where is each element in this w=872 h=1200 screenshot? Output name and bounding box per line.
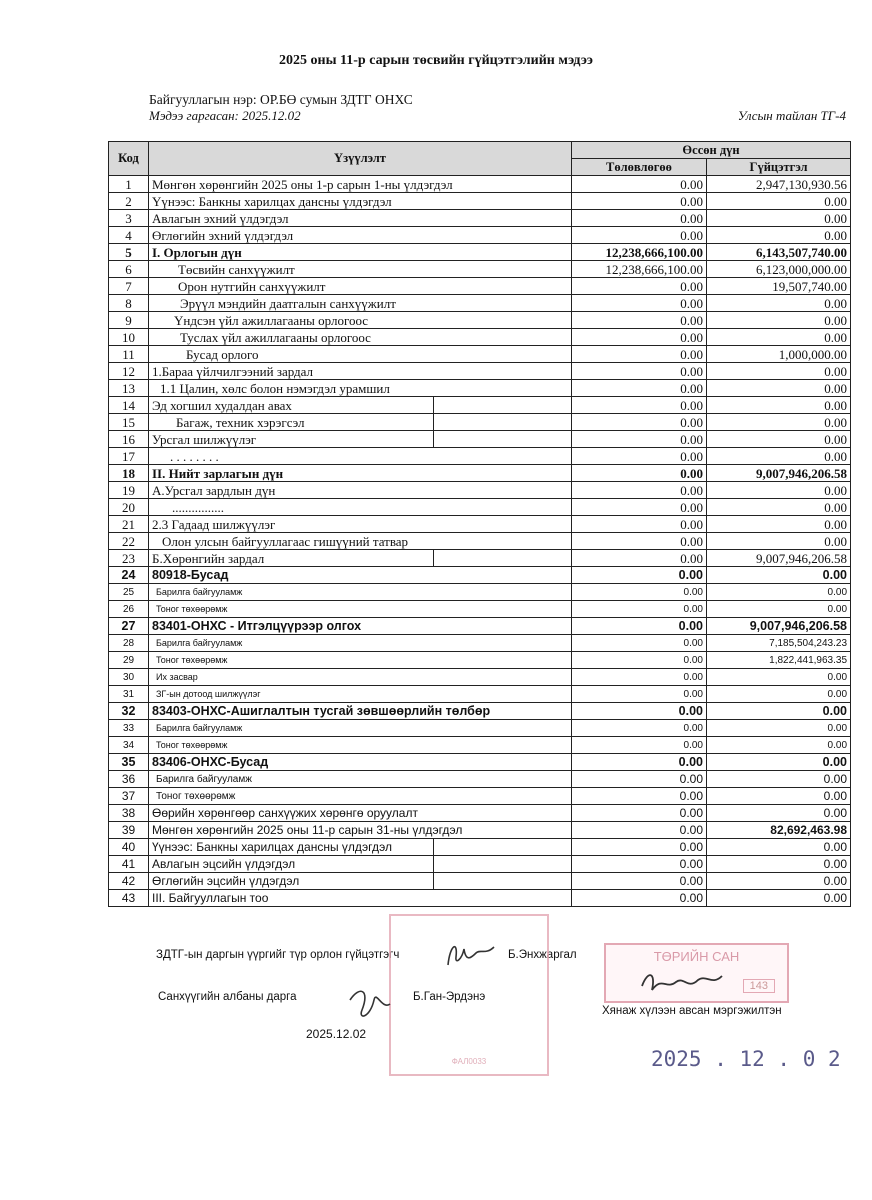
row-indicator-text: 80918-Бусад	[152, 567, 229, 582]
table-row	[109, 244, 851, 261]
row-plan: 0.00	[572, 822, 707, 839]
cell-divider	[433, 431, 434, 447]
row-indicator-text: Барилга байгууламж	[156, 722, 243, 733]
table-row	[109, 686, 851, 703]
row-actual: 0.00	[707, 720, 851, 737]
row-indicator	[149, 822, 572, 839]
row-plan: 0.00	[572, 363, 707, 380]
row-indicator	[149, 584, 572, 601]
row-plan: 0.00	[572, 431, 707, 448]
row-plan: 0.00	[572, 754, 707, 771]
row-indicator-text: Бусад орлого	[186, 346, 259, 362]
table-row	[109, 618, 851, 635]
row-indicator	[149, 329, 572, 346]
row-code: 20	[109, 499, 149, 516]
row-indicator	[149, 193, 572, 210]
sign-date: 2025.12.02	[306, 1027, 367, 1041]
signature-scribble-1	[440, 935, 500, 975]
row-indicator	[149, 839, 572, 856]
row-indicator	[149, 448, 572, 465]
row-actual: 1,822,441,963.35	[707, 652, 851, 669]
row-indicator	[149, 431, 572, 448]
table-row	[109, 516, 851, 533]
row-code: 37	[109, 788, 149, 805]
table-row	[109, 193, 851, 210]
row-actual: 0.00	[707, 193, 851, 210]
row-actual: 0.00	[707, 397, 851, 414]
row-indicator	[149, 346, 572, 363]
row-indicator	[149, 312, 572, 329]
signature-scribble-3	[636, 966, 726, 1000]
row-plan: 0.00	[572, 601, 707, 618]
row-actual: 0.00	[707, 516, 851, 533]
row-code: 23	[109, 550, 149, 567]
table-row	[109, 703, 851, 720]
row-code: 25	[109, 584, 149, 601]
row-actual: 9,007,946,206.58	[707, 618, 851, 635]
row-indicator	[149, 550, 572, 567]
row-indicator-text: Үүнээс: Банкны харилцах дансны үлдэгдэл	[152, 193, 392, 209]
row-code: 26	[109, 601, 149, 618]
row-actual: 9,007,946,206.58	[707, 550, 851, 567]
row-code: 33	[109, 720, 149, 737]
row-indicator-text: Өглөгийн эцсийн үлдэгдэл	[152, 873, 300, 888]
row-indicator-text: Эд хогшил худалдан авах	[152, 397, 292, 413]
row-indicator-text: 83403-ОНХС-Ашиглалтын тусгай зөвшөөрлийн төлбөр	[152, 703, 491, 718]
table-row	[109, 448, 851, 465]
row-indicator	[149, 499, 572, 516]
table-row	[109, 856, 851, 873]
row-indicator	[149, 754, 572, 771]
row-plan: 0.00	[572, 380, 707, 397]
row-indicator-text: Орон нутгийн санхүүжилт	[178, 278, 326, 294]
budget-table	[108, 141, 851, 907]
cell-divider	[433, 839, 434, 855]
row-indicator-text: Их засвар	[156, 671, 198, 682]
row-plan: 0.00	[572, 686, 707, 703]
organization-name: Байгууллагын нэр: ОР.БӨ сумын ЗДТГ ОНХС	[149, 92, 413, 107]
signer-role-2: Санхүүгийн албаны дарга	[158, 991, 297, 1003]
row-code: 5	[109, 244, 149, 261]
row-indicator	[149, 227, 572, 244]
row-plan: 0.00	[572, 448, 707, 465]
row-plan: 0.00	[572, 839, 707, 856]
row-plan: 0.00	[572, 516, 707, 533]
row-indicator	[149, 703, 572, 720]
row-indicator-text: Тоног төхөөрөмж	[156, 739, 228, 750]
report-title: 2025 оны 11-р сарын төсвийн гүйцэтгэлийн мэдээ	[279, 53, 593, 68]
row-actual: 6,143,507,740.00	[707, 244, 851, 261]
row-actual: 0.00	[707, 601, 851, 618]
row-indicator-text: Төсвийн санхүүжилт	[178, 261, 295, 277]
row-actual: 0.00	[707, 295, 851, 312]
row-code: 13	[109, 380, 149, 397]
row-actual: 0.00	[707, 890, 851, 907]
row-code: 16	[109, 431, 149, 448]
row-code: 1	[109, 176, 149, 193]
row-indicator	[149, 278, 572, 295]
row-code: 24	[109, 567, 149, 584]
row-indicator	[149, 516, 572, 533]
cell-divider	[433, 414, 434, 430]
header-code: Код	[109, 142, 149, 176]
row-actual: 0.00	[707, 533, 851, 550]
reviewer-label: Хянаж хүлээн авсан мэргэжилтэн	[602, 1005, 782, 1017]
row-code: 30	[109, 669, 149, 686]
row-indicator	[149, 363, 572, 380]
row-indicator-text: ................	[172, 499, 224, 515]
treasury-stamp-number: 143	[743, 979, 775, 993]
table-row	[109, 346, 851, 363]
table-row	[109, 822, 851, 839]
table-row	[109, 805, 851, 822]
report-form-name: Улсын тайлан ТГ-4	[737, 108, 846, 123]
row-code: 28	[109, 635, 149, 652]
row-indicator-text: Тоног төхөөрөмж	[156, 790, 236, 802]
header-cumulative: Өссөн дүн	[572, 142, 851, 159]
table-row	[109, 295, 851, 312]
row-code: 9	[109, 312, 149, 329]
signer-name-1: Б.Энхжаргал	[508, 949, 577, 961]
row-indicator-text: Өглөгийн эхний үлдэгдэл	[152, 227, 294, 243]
row-code: 31	[109, 686, 149, 703]
row-actual: 0.00	[707, 737, 851, 754]
issued-date: Мэдээ гаргасан: 2025.12.02	[149, 108, 301, 123]
row-plan: 0.00	[572, 618, 707, 635]
row-actual: 0.00	[707, 669, 851, 686]
row-indicator-text: 2.3 Гадаад шилжүүлэг	[152, 516, 276, 532]
table-row	[109, 465, 851, 482]
row-indicator	[149, 482, 572, 499]
row-indicator-text: Мөнгөн хөрөнгийн 2025 оны 11-р сарын 31-ны үлдэгдэл	[152, 822, 463, 837]
row-indicator-text: Б.Хөрөнгийн зардал	[152, 550, 265, 566]
row-indicator	[149, 652, 572, 669]
row-code: 36	[109, 771, 149, 788]
row-indicator	[149, 567, 572, 584]
row-code: 40	[109, 839, 149, 856]
row-plan: 0.00	[572, 652, 707, 669]
row-indicator	[149, 465, 572, 482]
table-row	[109, 720, 851, 737]
row-indicator-text: 1.Бараа үйлчилгээний зардал	[152, 363, 314, 379]
row-actual: 82,692,463.98	[707, 822, 851, 839]
row-plan: 0.00	[572, 720, 707, 737]
row-actual: 0.00	[707, 567, 851, 584]
row-plan: 0.00	[572, 312, 707, 329]
row-plan: 12,238,666,100.00	[572, 244, 707, 261]
header-indicator: Үзүүлэлт	[149, 142, 572, 176]
row-actual: 0.00	[707, 788, 851, 805]
row-plan: 0.00	[572, 499, 707, 516]
row-indicator-text: Тоног төхөөрөмж	[156, 654, 228, 665]
row-indicator-text: III. Байгууллагын тоо	[152, 890, 269, 905]
table-row	[109, 482, 851, 499]
table-row	[109, 312, 851, 329]
row-plan: 12,238,666,100.00	[572, 261, 707, 278]
row-indicator	[149, 856, 572, 873]
row-actual: 0.00	[707, 448, 851, 465]
table-row	[109, 567, 851, 584]
row-actual: 0.00	[707, 686, 851, 703]
cell-divider	[433, 873, 434, 889]
row-plan: 0.00	[572, 465, 707, 482]
table-row	[109, 329, 851, 346]
row-plan: 0.00	[572, 873, 707, 890]
row-plan: 0.00	[572, 703, 707, 720]
row-indicator-text: Үндсэн үйл ажиллагааны орлогоос	[174, 312, 369, 328]
table-row	[109, 601, 851, 618]
row-indicator-text: . . . . . . . .	[170, 448, 219, 464]
signature-scribble-2	[340, 980, 400, 1030]
row-code: 41	[109, 856, 149, 873]
cell-divider	[433, 397, 434, 413]
row-indicator	[149, 890, 572, 907]
row-indicator-text: Өөрийн хөрөнгөөр санхүүжих хөрөнгө оруулалт	[152, 805, 418, 820]
row-indicator	[149, 380, 572, 397]
row-indicator	[149, 533, 572, 550]
row-indicator	[149, 686, 572, 703]
row-actual: 0.00	[707, 805, 851, 822]
row-actual: 2,947,130,930.56	[707, 176, 851, 193]
row-actual: 0.00	[707, 329, 851, 346]
row-code: 22	[109, 533, 149, 550]
row-indicator-text: Тоног төхөөрөмж	[156, 603, 228, 614]
signer-name-2: Б.Ган-Эрдэнэ	[413, 991, 486, 1003]
row-plan: 0.00	[572, 737, 707, 754]
row-actual: 9,007,946,206.58	[707, 465, 851, 482]
table-row	[109, 839, 851, 856]
table-row	[109, 227, 851, 244]
row-actual: 0.00	[707, 839, 851, 856]
table-row	[109, 873, 851, 890]
row-indicator	[149, 261, 572, 278]
table-row	[109, 431, 851, 448]
table-row	[109, 771, 851, 788]
row-indicator-text: ЗГ-ын дотоод шилжүүлэг	[156, 688, 261, 699]
row-indicator-text: Мөнгөн хөрөнгийн 2025 оны 1-р сарын 1-ны үлдэгдэл	[152, 176, 453, 192]
row-plan: 0.00	[572, 669, 707, 686]
treasury-stamp-date: 2025 . 12 . 0 2	[651, 1047, 841, 1071]
table-row	[109, 278, 851, 295]
row-code: 11	[109, 346, 149, 363]
row-indicator	[149, 805, 572, 822]
row-actual: 0.00	[707, 227, 851, 244]
row-code: 12	[109, 363, 149, 380]
row-plan: 0.00	[572, 584, 707, 601]
row-indicator	[149, 669, 572, 686]
table-row	[109, 737, 851, 754]
row-plan: 0.00	[572, 329, 707, 346]
row-indicator	[149, 295, 572, 312]
row-code: 42	[109, 873, 149, 890]
row-code: 15	[109, 414, 149, 431]
row-code: 17	[109, 448, 149, 465]
row-code: 29	[109, 652, 149, 669]
row-code: 4	[109, 227, 149, 244]
table-row	[109, 788, 851, 805]
row-actual: 0.00	[707, 754, 851, 771]
row-actual: 0.00	[707, 482, 851, 499]
row-plan: 0.00	[572, 788, 707, 805]
row-code: 6	[109, 261, 149, 278]
cell-divider	[433, 856, 434, 872]
row-plan: 0.00	[572, 567, 707, 584]
row-actual: 0.00	[707, 584, 851, 601]
table-row	[109, 754, 851, 771]
row-indicator-text: Барилга байгууламж	[156, 586, 243, 597]
table-row	[109, 176, 851, 193]
header-plan: Төлөвлөгөө	[572, 159, 707, 176]
row-indicator-text: Туслах үйл ажиллагааны орлогоос	[180, 329, 371, 345]
row-indicator	[149, 176, 572, 193]
row-code: 21	[109, 516, 149, 533]
row-indicator	[149, 737, 572, 754]
row-indicator-text: Авлагын эцсийн үлдэгдэл	[152, 856, 296, 871]
row-indicator-text: Олон улсын байгууллагаас гишүүний татвар	[162, 533, 409, 549]
row-code: 34	[109, 737, 149, 754]
row-indicator-text: 1.1 Цалин, хөлс болон нэмэгдэл урамшил	[160, 380, 390, 396]
row-code: 39	[109, 822, 149, 839]
row-plan: 0.00	[572, 550, 707, 567]
row-indicator-text: Урсгал шилжүүлэг	[152, 431, 257, 447]
row-plan: 0.00	[572, 278, 707, 295]
row-actual: 1,000,000.00	[707, 346, 851, 363]
row-code: 27	[109, 618, 149, 635]
row-plan: 0.00	[572, 295, 707, 312]
row-actual: 0.00	[707, 856, 851, 873]
table-row	[109, 635, 851, 652]
row-code: 2	[109, 193, 149, 210]
row-indicator-text: А.Урсгал зардлын дүн	[152, 482, 276, 498]
treasury-stamp-title: ТӨРИЙН САН	[653, 949, 740, 964]
row-indicator	[149, 397, 572, 414]
row-actual: 0.00	[707, 363, 851, 380]
row-plan: 0.00	[572, 193, 707, 210]
row-code: 43	[109, 890, 149, 907]
row-code: 7	[109, 278, 149, 295]
row-indicator	[149, 788, 572, 805]
row-indicator	[149, 635, 572, 652]
row-actual: 0.00	[707, 312, 851, 329]
row-indicator-text: I. Орлогын дүн	[152, 244, 242, 260]
row-plan: 0.00	[572, 414, 707, 431]
row-actual: 7,185,504,243.23	[707, 635, 851, 652]
cell-divider	[433, 550, 434, 566]
table-row	[109, 397, 851, 414]
row-plan: 0.00	[572, 805, 707, 822]
table-row	[109, 669, 851, 686]
row-code: 14	[109, 397, 149, 414]
row-indicator-text: Авлагын эхний үлдэгдэл	[152, 210, 289, 226]
row-indicator-text: 83406-ОНХС-Бусад	[152, 754, 269, 769]
row-indicator-text: 83401-ОНХС - Итгэлцүүрээр олгох	[152, 618, 362, 633]
row-indicator	[149, 601, 572, 618]
row-indicator-text: Барилга байгууламж	[156, 773, 252, 785]
table-row	[109, 652, 851, 669]
table-row	[109, 261, 851, 278]
row-code: 8	[109, 295, 149, 312]
row-actual: 6,123,000,000.00	[707, 261, 851, 278]
row-code: 35	[109, 754, 149, 771]
table-row	[109, 499, 851, 516]
row-code: 10	[109, 329, 149, 346]
row-actual: 19,507,740.00	[707, 278, 851, 295]
row-plan: 0.00	[572, 890, 707, 907]
table-row	[109, 414, 851, 431]
row-indicator-text: Барилга байгууламж	[156, 637, 243, 648]
table-row	[109, 363, 851, 380]
row-actual: 0.00	[707, 431, 851, 448]
table-row	[109, 210, 851, 227]
seal-code: ФАЛ0033	[451, 1057, 487, 1066]
row-actual: 0.00	[707, 873, 851, 890]
row-plan: 0.00	[572, 771, 707, 788]
table-row	[109, 550, 851, 567]
row-plan: 0.00	[572, 210, 707, 227]
header-actual: Гүйцэтгэл	[707, 159, 851, 176]
row-indicator	[149, 244, 572, 261]
row-plan: 0.00	[572, 533, 707, 550]
table-row	[109, 584, 851, 601]
row-plan: 0.00	[572, 397, 707, 414]
row-code: 3	[109, 210, 149, 227]
row-indicator	[149, 771, 572, 788]
row-indicator	[149, 720, 572, 737]
row-actual: 0.00	[707, 380, 851, 397]
row-indicator-text: II. Нийт зарлагын дүн	[152, 465, 284, 481]
row-actual: 0.00	[707, 771, 851, 788]
row-indicator-text: Багаж, техник хэрэгсэл	[176, 414, 305, 430]
row-plan: 0.00	[572, 482, 707, 499]
row-actual: 0.00	[707, 703, 851, 720]
row-plan: 0.00	[572, 856, 707, 873]
row-indicator	[149, 873, 572, 890]
table-row	[109, 533, 851, 550]
row-actual: 0.00	[707, 210, 851, 227]
row-indicator-text: Үүнээс: Банкны харилцах дансны үлдэгдэл	[152, 839, 393, 854]
row-plan: 0.00	[572, 635, 707, 652]
row-code: 32	[109, 703, 149, 720]
row-plan: 0.00	[572, 176, 707, 193]
row-plan: 0.00	[572, 227, 707, 244]
table-row	[109, 890, 851, 907]
row-indicator	[149, 618, 572, 635]
row-indicator	[149, 210, 572, 227]
row-indicator	[149, 414, 572, 431]
row-indicator-text: Эрүүл мэндийн даатгалын санхүүжилт	[180, 295, 396, 311]
row-code: 38	[109, 805, 149, 822]
row-code: 18	[109, 465, 149, 482]
row-actual: 0.00	[707, 499, 851, 516]
row-plan: 0.00	[572, 346, 707, 363]
table-row	[109, 380, 851, 397]
row-code: 19	[109, 482, 149, 499]
signer-role-1: ЗДТГ-ын даргын үүргийг түр орлон гүйцэтгэгч	[156, 949, 400, 961]
row-actual: 0.00	[707, 414, 851, 431]
